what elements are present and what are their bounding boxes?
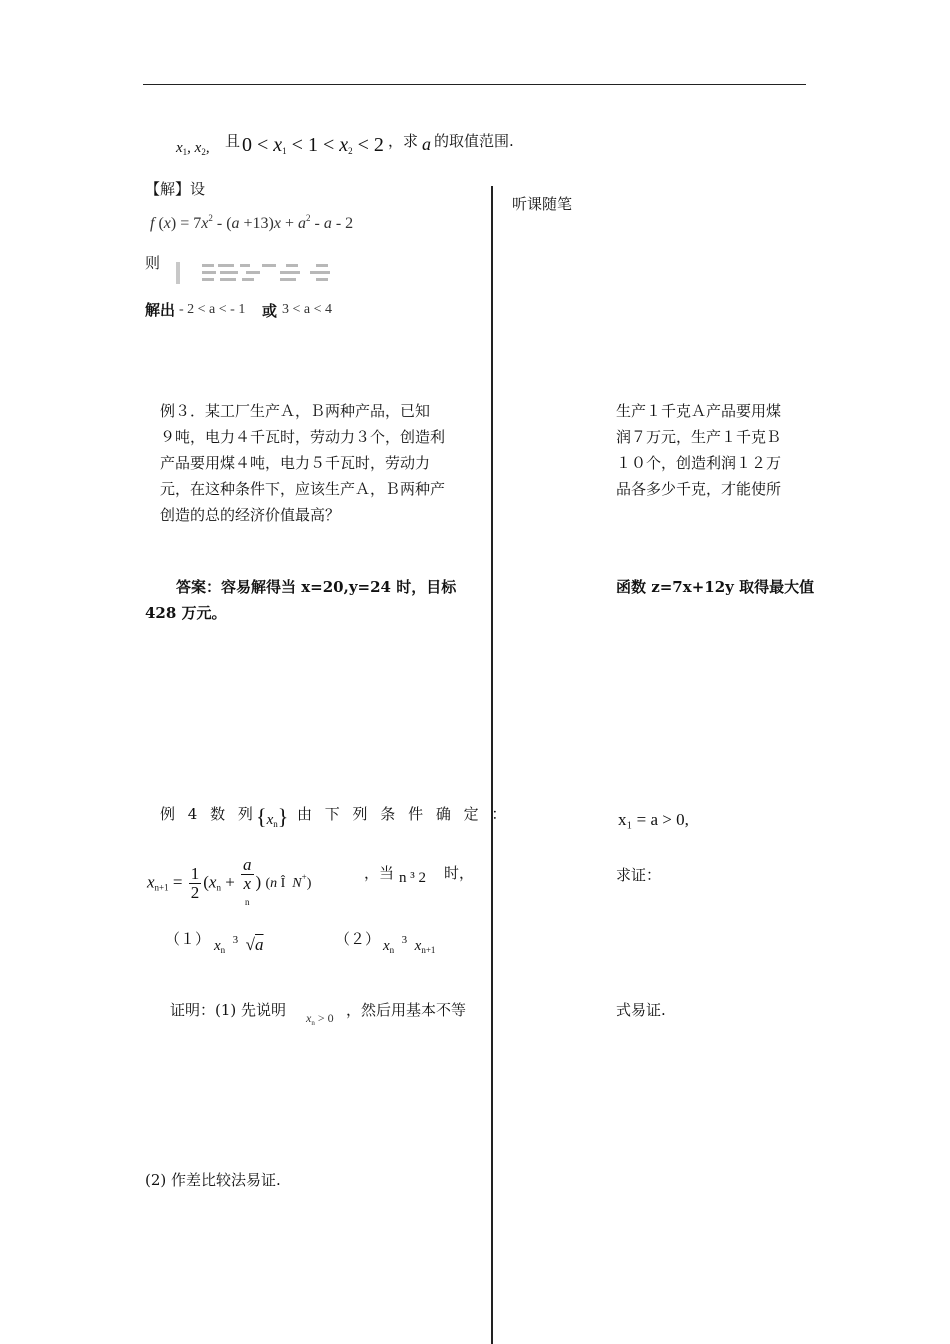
- example4-prove: 求证：: [616, 866, 662, 884]
- example3-answer-left-1: 答案：容易解得当 x=20,y=24 时，目标: [176, 578, 457, 596]
- header-rule: [143, 84, 806, 85]
- problem-ask: ，求: [388, 132, 419, 150]
- solution-result-or: 或: [262, 302, 278, 320]
- example3-left-line: ９吨，电力４千瓦时，劳动力３个，创造利: [160, 428, 446, 446]
- solution-func: f $(x) = 7x^2 - (a +13)x + a^2 - a - 2$: [150, 213, 354, 232]
- problem-cond: 且: [225, 132, 241, 150]
- example3-left-line: 创造的总的经济价值最高？: [160, 506, 341, 524]
- inequality-system-graphic: [176, 260, 346, 286]
- sequence-symbol: $\{x_n\}$: [256, 804, 289, 829]
- example3-answer-right: 函数 z=7x+12y 取得最大值: [616, 578, 815, 596]
- proof-left: 证明：(1) 先说明: [170, 1001, 287, 1019]
- problem-ask-end: 的取值范围.: [434, 132, 514, 150]
- proof-right: 式易证.: [616, 1001, 666, 1019]
- problem-range: $0 < x_1 < 1 < x_2 < 2$: [242, 134, 384, 156]
- example4-intro: 例 4 数 列: [160, 805, 257, 823]
- solution-then: 则: [145, 254, 161, 272]
- example4-when: ，当: [364, 864, 395, 882]
- example4-intro-tail: 由 下 列 条 件 确 定 ：: [297, 805, 511, 823]
- part1-expr: $x_n$ $^3$ √a: [214, 934, 264, 955]
- example3-left: [160, 398, 445, 528]
- example3-left-line: 产品要用煤４吨，电力５千瓦时，劳动力: [160, 454, 431, 472]
- example4-n-cond: n ³ 2: [399, 870, 426, 886]
- proof-2: (2) 作差比较法易证.: [145, 1171, 281, 1189]
- example3-answer-left-2: 428 万元。: [145, 604, 227, 622]
- solution-result-prefix: 解出: [145, 301, 176, 319]
- example3-left-line: 例３．某工厂生产Ａ，Ｂ两种产品，已知: [160, 402, 431, 420]
- example3-right: [616, 398, 781, 502]
- recurrence-formula: $x_{n+1}$ = $\frac{1}{2}$ ($x_n$ + a x n ) (n Î N+): [147, 855, 312, 907]
- example3-right-line: １０个，创造利润１２万: [616, 454, 782, 472]
- solution-head: 【解】设: [145, 180, 206, 198]
- part1-label: （１）: [165, 930, 211, 948]
- solution-result-b: 3 < a < 4: [282, 302, 333, 317]
- side-header: 听课随笔: [512, 195, 573, 213]
- example4-initial: x₁ = a > 0,: [618, 810, 689, 829]
- problem-var: a: [422, 134, 431, 154]
- example3-right-line: 生产１千克Ａ产品要用煤: [616, 402, 782, 420]
- example4-when-end: 时，: [444, 864, 475, 882]
- proof-mid: ，然后用基本不等: [346, 1001, 467, 1019]
- example3-right-line: 品各多少千克，才能使所: [616, 480, 782, 498]
- proof-condition: $x_n > 0$: [306, 1011, 334, 1027]
- problem-variables: $x_1$, $x_2$,: [176, 140, 210, 157]
- solution-result-a: - 2 < a < - 1: [179, 302, 246, 317]
- example3-left-line: 元，在这种条件下，应该生产Ａ，Ｂ两种产: [160, 480, 446, 498]
- example3-right-line: 润７万元，生产１千克Ｂ: [616, 428, 782, 446]
- column-divider: [491, 186, 493, 1344]
- part2-expr: $x_n$ $^3$ $x_{n+1}$: [383, 934, 436, 955]
- part2-label: （２）: [335, 930, 381, 948]
